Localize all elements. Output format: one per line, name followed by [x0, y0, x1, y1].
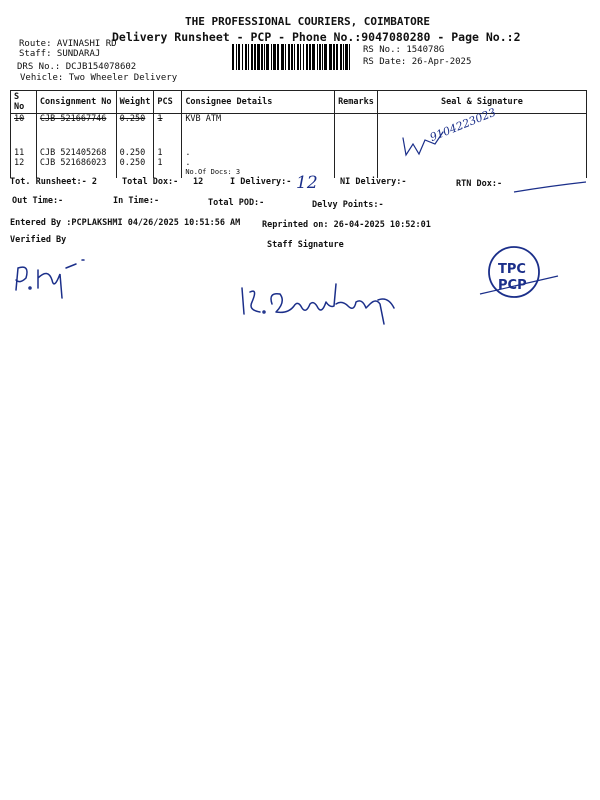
col-sno: S No [11, 91, 37, 114]
barcode-bar [343, 44, 344, 70]
col-seal: Seal & Signature [377, 91, 586, 114]
rs-date: RS Date: 26-Apr-2025 [363, 57, 472, 67]
col-weight: Weight [116, 91, 154, 114]
row-sno: 11 [11, 148, 37, 158]
company-name: THE PROFESSIONAL COURIERS, COIMBATORE [185, 15, 431, 28]
i-delivery-handwritten: 12 [296, 173, 318, 193]
row-consignment: CJB 521405268 [36, 148, 116, 158]
row-consignment: CJB 521686023 [36, 158, 116, 168]
barcode-bar [300, 44, 301, 70]
barcode-bar [248, 44, 249, 70]
barcode-bar [336, 44, 338, 70]
row-weight: 0.250 [119, 114, 146, 124]
in-time: In Time:- [113, 196, 160, 206]
row-pcs: 1 [157, 114, 163, 124]
barcode-bar [242, 44, 243, 70]
barcode-bar [319, 44, 321, 70]
barcode-bar [236, 44, 237, 70]
barcode-bar [297, 44, 299, 70]
barcode-bar [257, 44, 260, 70]
total-dox-value: 12 [193, 177, 204, 187]
barcode-bar [312, 44, 315, 70]
barcode-bar [251, 44, 253, 70]
barcode-bar [238, 44, 240, 70]
row-weight: 0.250 [116, 158, 154, 168]
total-pod: Total POD:- [208, 198, 265, 208]
barcode-bar [271, 44, 272, 70]
barcode-bar [277, 44, 279, 70]
barcode-bar [232, 44, 234, 70]
staff-signature-label: Staff Signature [267, 240, 344, 250]
barcode-bar [324, 44, 327, 70]
row-sno: 10 [14, 114, 25, 124]
col-pcs: PCS [154, 91, 182, 114]
barcode-bar [261, 44, 263, 70]
barcode-bar [245, 44, 247, 70]
i-delivery-label: I Delivery:- [230, 177, 292, 187]
row-consignment: CJB 521667746 [39, 114, 107, 124]
barcode-bar [349, 44, 350, 70]
row-consignee: . [182, 148, 335, 158]
verified-by-label: Verified By [10, 235, 67, 245]
barcode-bar [329, 44, 332, 70]
barcode-bar [333, 44, 335, 70]
route-label: Route: AVINASHI RD [19, 39, 117, 49]
row-consignee: . [182, 158, 335, 168]
barcode-bar [294, 44, 295, 70]
row-pcs: 1 [154, 158, 182, 168]
barcode-bar [281, 44, 284, 70]
rs-number: RS No.: 154078G [363, 45, 445, 55]
barcode-bar [306, 44, 308, 70]
rtn-dox-stroke [510, 180, 590, 200]
seal-handwritten-number: 9104223023 [428, 105, 498, 145]
col-consignee: Consignee Details [182, 91, 335, 114]
staff-label: Staff: SUNDARAJ [19, 49, 101, 59]
runsheet-subtitle: Delivery Runsheet - PCP - Phone No.:9047080280 - Page No.:2 [112, 30, 521, 44]
barcode-bar [273, 44, 276, 70]
drs-number: DRS No.: DCJB154078602 [17, 62, 137, 72]
reprinted-on: Reprinted on: 26-04-2025 10:52:01 [262, 220, 431, 230]
barcode-bar [288, 44, 290, 70]
delivery-points: Delvy Points:- [312, 200, 384, 210]
row-sno: 12 [11, 158, 37, 168]
stamp-bottom-text: PCP [498, 278, 527, 293]
no-of-docs: No.Of Docs: 3 [182, 168, 335, 178]
barcode [232, 44, 354, 70]
col-consignment: Consignment No [36, 91, 116, 114]
total-dox-label: Total Dox:- [122, 177, 179, 187]
barcode-bar [266, 44, 269, 70]
barcode-bar [322, 44, 323, 70]
barcode-bar [264, 44, 265, 70]
col-remarks: Remarks [335, 91, 378, 114]
tot-runsheet: Tot. Runsheet:- 2 [10, 177, 97, 187]
row-consignee: KVB ATM [185, 114, 222, 124]
verifier-signature [8, 258, 98, 300]
rtn-dox-label: RTN Dox:- [456, 179, 503, 189]
staff-signature [238, 278, 413, 326]
ni-delivery-label: NI Delivery:- [340, 177, 407, 187]
barcode-bar [317, 44, 318, 70]
row-weight: 0.250 [116, 148, 154, 158]
stamp-top-text: TPC [498, 262, 526, 277]
entered-by: Entered By :PCPLAKSHMI 04/26/2025 10:51:56 AM [10, 218, 241, 228]
barcode-bar [309, 44, 311, 70]
barcode-bar [291, 44, 293, 70]
row-pcs: 1 [154, 148, 182, 158]
barcode-bar [345, 44, 348, 70]
barcode-bar [340, 44, 342, 70]
barcode-bar [254, 44, 256, 70]
out-time: Out Time:- [12, 196, 64, 206]
vehicle-label: Vehicle: Two Wheeler Delivery [20, 73, 178, 83]
tpc-pcp-stamp [476, 244, 558, 308]
barcode-bar [285, 44, 286, 70]
barcode-bar [303, 44, 304, 70]
